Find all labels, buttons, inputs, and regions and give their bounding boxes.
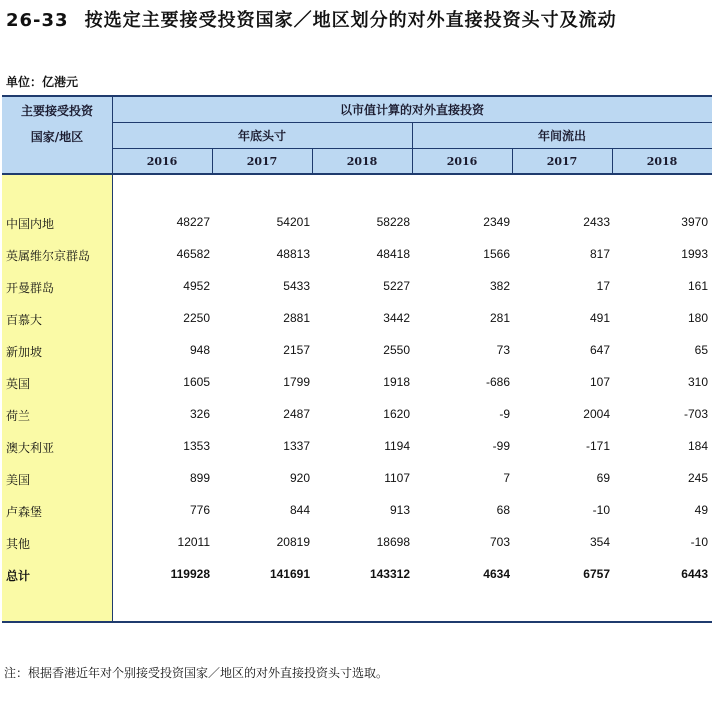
total-value: 6443 <box>681 567 708 581</box>
cell-value: 281 <box>489 311 510 325</box>
cell-value: 5433 <box>283 279 310 293</box>
table-row <box>2 463 712 495</box>
cell-value: 12011 <box>177 535 210 549</box>
cell-value: -10 <box>592 503 610 517</box>
cell-value: 46582 <box>176 247 210 261</box>
cell-value: 3442 <box>383 311 410 325</box>
cell-value: 2250 <box>183 311 210 325</box>
total-row <box>2 559 712 591</box>
cell-value: 1799 <box>283 375 310 389</box>
cell-value: 326 <box>189 407 210 421</box>
cell-value: 68 <box>496 503 510 517</box>
table-row <box>2 399 712 431</box>
cell-value: 107 <box>589 375 610 389</box>
cell-value: 1566 <box>483 247 510 261</box>
cell-value: 1993 <box>681 247 708 261</box>
cell-value: 5227 <box>383 279 410 293</box>
cell-value: 2881 <box>283 311 310 325</box>
cell-value: 245 <box>687 471 708 485</box>
cell-value: 2433 <box>583 215 610 229</box>
cell-value: 20819 <box>276 535 310 549</box>
cell-value: 17 <box>596 279 610 293</box>
cell-value: 354 <box>589 535 610 549</box>
cell-value: 2487 <box>283 407 310 421</box>
table-row <box>2 527 712 559</box>
cell-value: 184 <box>687 439 708 453</box>
first-col-header-line2: 国家/地区 <box>30 129 84 144</box>
table-row <box>2 495 712 527</box>
flow-group-header: 年间流出 <box>537 129 586 143</box>
cell-value: 703 <box>489 535 510 549</box>
cell-value: 3970 <box>681 215 708 229</box>
total-value: 6757 <box>583 567 610 581</box>
cell-value: 7 <box>503 471 510 485</box>
row-label: 百慕大 <box>6 313 43 327</box>
row-label: 荷兰 <box>6 409 31 423</box>
year-header: 2016 <box>446 154 478 168</box>
table-number: 26-33 <box>6 10 69 31</box>
year-header: 2018 <box>646 154 678 168</box>
total-value: 143312 <box>369 567 410 581</box>
row-label: 美国 <box>6 473 31 487</box>
table-title: 按选定主要接受投资国家／地区划分的对外直接投资头寸及流动 <box>84 10 617 31</box>
row-label: 卢森堡 <box>6 505 43 519</box>
cell-value: 54201 <box>276 215 310 229</box>
cell-value: 161 <box>687 279 708 293</box>
year-header: 2017 <box>546 154 578 168</box>
cell-value: 2349 <box>483 215 510 229</box>
row-label: 开曼群岛 <box>6 281 55 295</box>
cell-value: 817 <box>589 247 610 261</box>
position-group-header: 年底头寸 <box>237 129 286 143</box>
cell-value: 69 <box>596 471 610 485</box>
cell-value: 491 <box>589 311 610 325</box>
cell-value: 1605 <box>183 375 210 389</box>
cell-value: 65 <box>694 343 708 357</box>
cell-value: 776 <box>189 503 210 517</box>
cell-value: 382 <box>489 279 510 293</box>
table-row <box>2 207 712 239</box>
cell-value: 1918 <box>383 375 410 389</box>
cell-value: 73 <box>496 343 510 357</box>
table-row <box>2 431 712 463</box>
cell-value: -686 <box>485 375 510 389</box>
table-row <box>2 271 712 303</box>
total-value: 4634 <box>483 567 510 581</box>
cell-value: 1620 <box>383 407 410 421</box>
cell-value: -9 <box>499 407 510 421</box>
cell-value: 948 <box>189 343 210 357</box>
cell-value: 49 <box>694 503 708 517</box>
cell-value: 58228 <box>376 215 410 229</box>
cell-value: 48813 <box>276 247 310 261</box>
cell-value: 913 <box>389 503 410 517</box>
cell-value: 1353 <box>183 439 210 453</box>
cell-value: -10 <box>690 535 708 549</box>
bottom-rule <box>2 621 712 623</box>
total-value: 119928 <box>170 567 210 581</box>
cell-value: 48227 <box>176 215 210 229</box>
cell-value: 1107 <box>384 471 410 485</box>
cell-value: 2157 <box>283 343 310 357</box>
row-label: 英国 <box>6 377 31 391</box>
cell-value: 1194 <box>384 439 410 453</box>
row-label: 新加坡 <box>6 345 43 359</box>
row-label: 澳大利亚 <box>6 441 55 455</box>
cell-value: 647 <box>589 343 610 357</box>
row-label: 其他 <box>6 537 31 551</box>
cell-value: 18698 <box>376 535 410 549</box>
total-label: 总计 <box>6 569 31 583</box>
cell-value: 2550 <box>383 343 410 357</box>
total-value: 141691 <box>269 567 310 581</box>
footnote: 注：根据香港近年对个别接受投资国家／地区的对外直接投资头寸选取。 <box>4 666 389 680</box>
cell-value: 310 <box>687 375 708 389</box>
unit-label: 单位：亿港元 <box>6 75 79 89</box>
cell-value: 2004 <box>583 407 610 421</box>
cell-value: 1337 <box>283 439 310 453</box>
table-row <box>2 335 712 367</box>
top-group-header: 以市值计算的对外直接投资 <box>339 103 484 117</box>
header-bottom-rule <box>2 173 712 175</box>
year-header: 2016 <box>146 154 178 168</box>
cell-value: -99 <box>492 439 510 453</box>
cell-value: 48418 <box>376 247 410 261</box>
year-header: 2017 <box>246 154 278 168</box>
cell-value: 920 <box>289 471 310 485</box>
first-col-header-line1: 主要接受投资 <box>20 103 93 118</box>
cell-value: -171 <box>585 439 610 453</box>
cell-value: 844 <box>289 503 310 517</box>
table-row <box>2 367 712 399</box>
row-label: 中国内地 <box>6 217 55 231</box>
year-header: 2018 <box>346 154 378 168</box>
page-title <box>6 6 617 32</box>
cell-value: 180 <box>687 311 708 325</box>
cell-value: 899 <box>189 471 210 485</box>
table-row <box>2 303 712 335</box>
cell-value: -703 <box>683 407 708 421</box>
cell-value: 4952 <box>183 279 210 293</box>
data-table <box>2 95 712 623</box>
table-row <box>2 239 712 271</box>
row-label: 英属维尔京群岛 <box>6 249 91 263</box>
